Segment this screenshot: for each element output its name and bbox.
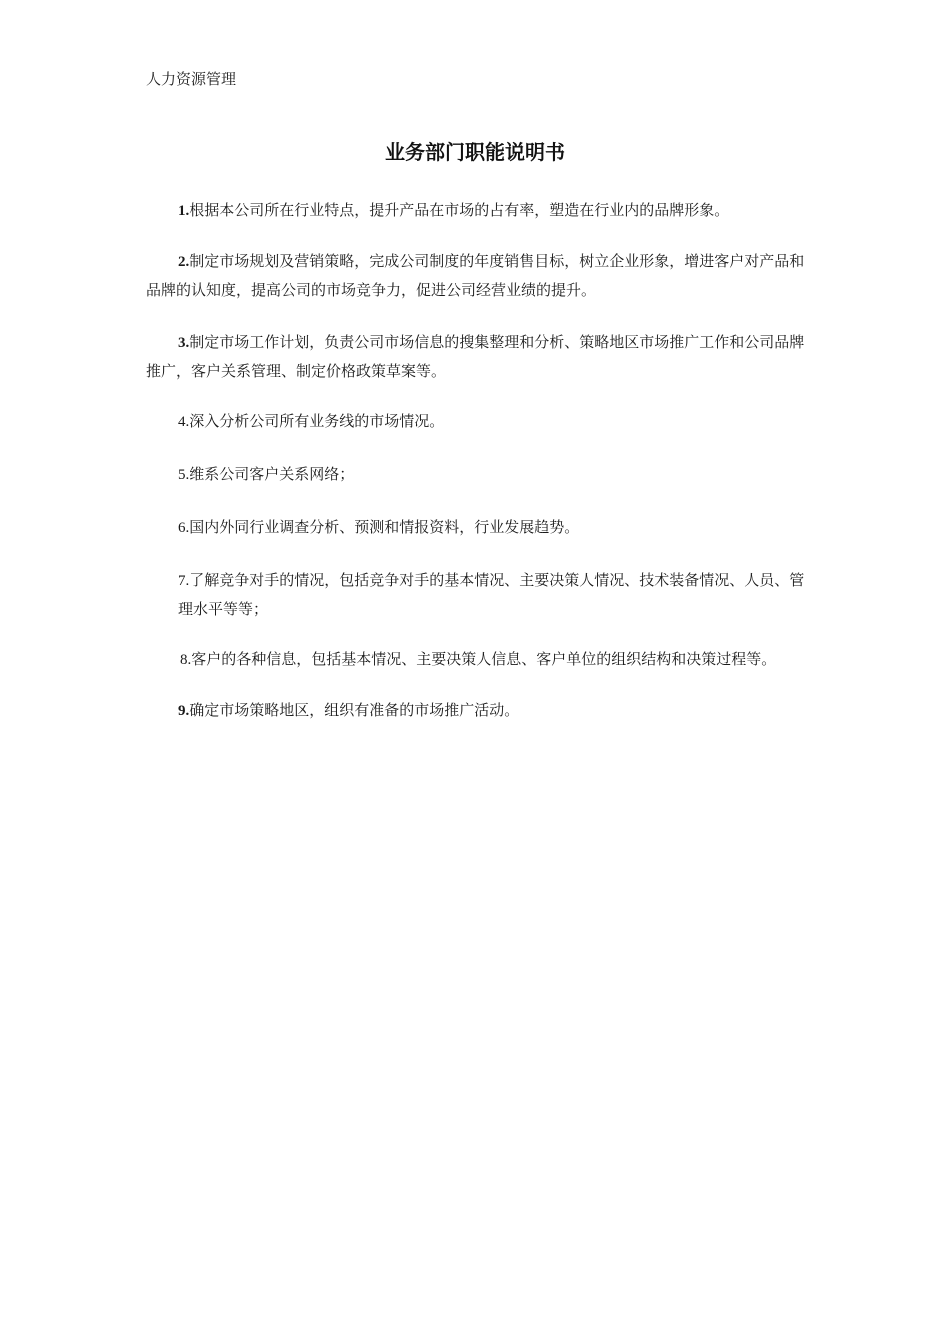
duty-item-8 xyxy=(146,645,816,674)
duty-item-6 xyxy=(146,513,816,542)
duty-number: 5. xyxy=(178,467,190,483)
duty-item-7 xyxy=(146,566,816,623)
page-header: 人力资源管理 xyxy=(146,70,237,88)
duty-list xyxy=(146,196,816,725)
duty-number: 4. xyxy=(178,414,190,430)
duty-number: 3. xyxy=(178,335,190,351)
duty-text: 根据本公司所在行业特点，提升产品在市场的占有率，塑造在行业内的品牌形象。 xyxy=(189,201,730,219)
duty-item-5 xyxy=(146,460,816,489)
duty-item-3 xyxy=(146,328,816,385)
duty-item-1 xyxy=(146,196,816,225)
duty-text: 维系公司客户关系网络； xyxy=(189,465,355,483)
duty-number: 7. xyxy=(178,573,190,589)
duty-item-2 xyxy=(146,247,816,304)
duty-text: 确定市场策略地区，组织有准备的市场推广活动。 xyxy=(189,701,520,719)
duty-text: 制定市场工作计划，负责公司市场信息的搜集整理和分析、策略地区市场推广工作和公司品牌推广，客户关系管理、制定价格政策草案等。 xyxy=(146,333,805,380)
document-title: 业务部门职能说明书 xyxy=(385,140,565,164)
duty-text: 客户的各种信息，包括基本情况、主要决策人信息、客户单位的组织结构和决策过程等。 xyxy=(191,650,777,668)
duty-text: 国内外同行业调查分析、预测和情报资料，行业发展趋势。 xyxy=(189,518,580,536)
duty-item-9 xyxy=(146,696,816,725)
duty-text: 深入分析公司所有业务线的市场情况。 xyxy=(189,412,445,430)
duty-number: 6. xyxy=(178,520,190,536)
duty-number: 1. xyxy=(178,203,190,219)
duty-number: 2. xyxy=(178,254,190,270)
duty-text: 了解竞争对手的情况，包括竞争对手的基本情况、主要决策人情况、技术装备情况、人员、管理水平等等； xyxy=(178,571,805,618)
duty-number: 9. xyxy=(178,703,190,719)
duty-number: 8. xyxy=(180,652,192,668)
duty-item-4 xyxy=(146,407,816,436)
duty-text: 制定市场规划及营销策略，完成公司制度的年度销售目标，树立企业形象，增进客户对产品和品牌的认知度，提高公司的市场竞争力，促进公司经营业绩的提升。 xyxy=(146,252,805,299)
